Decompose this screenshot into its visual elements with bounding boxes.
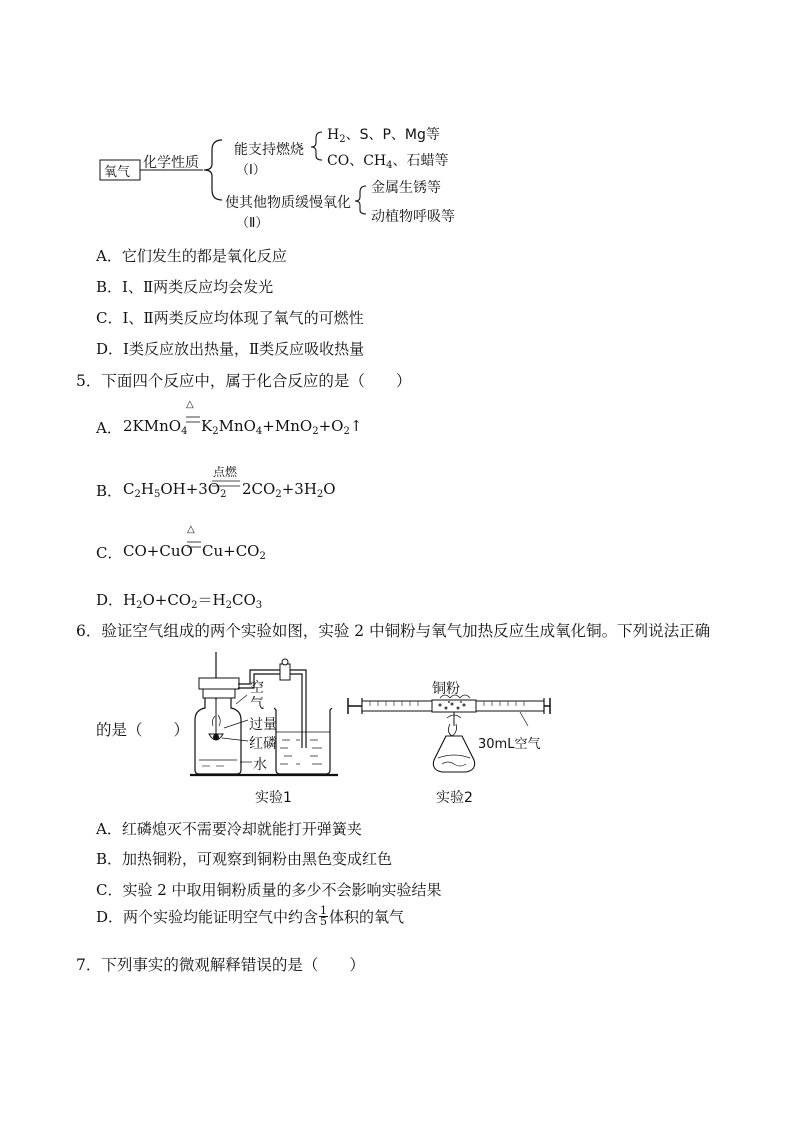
q6-option-b[interactable]: B．加热铜粉，可观察到铜粉由黑色变成红色 xyxy=(96,850,393,868)
q4-option-b[interactable]: B．Ⅰ、Ⅱ两类反应均会发光 xyxy=(96,278,274,296)
exp2-caption: 实验2 xyxy=(436,790,473,806)
exp1-caption: 实验1 xyxy=(255,790,292,806)
q7-stem: 7．下列事实的微观解释错误的是（ ） xyxy=(76,956,365,974)
q5-a-label: A． xyxy=(96,419,122,437)
heat-condition-c: △ xyxy=(187,524,195,535)
heat-condition: △ xyxy=(186,399,194,410)
exp1-air-label: 空气 xyxy=(250,680,264,712)
exp2-air-label: 30mL空气 xyxy=(478,737,541,752)
alcohol-lamp xyxy=(433,736,474,772)
q6-option-c[interactable]: C．实验 2 中取用铜粉质量的多少不会影响实验结果 xyxy=(96,881,442,899)
type2-label: 使其他物质缓慢氧化 xyxy=(225,195,351,211)
q4-option-d[interactable]: D．Ⅰ类反应放出热量，Ⅱ类反应吸收热量 xyxy=(96,340,365,358)
q6-option-a[interactable]: A．红磷熄灭不需要冷却就能打开弹簧夹 xyxy=(96,820,362,838)
type1-example-2: CO、$CH_4$、石蜡等 xyxy=(327,153,449,171)
q5-c-label: C． xyxy=(96,544,123,562)
oxygen-label: 氧气 xyxy=(104,165,131,180)
diagram-lines xyxy=(0,0,794,240)
type1-label: 能支持燃烧 xyxy=(234,142,304,158)
type2-numeral: （Ⅱ） xyxy=(236,216,269,231)
q5-b-reactants: $C_2H_5OH+3O_2$ xyxy=(123,480,227,500)
q4-option-a[interactable]: A．它们发生的都是氧化反应 xyxy=(96,247,287,265)
q5-a-equal-sign xyxy=(185,413,201,425)
fraction-one-fifth: $\frac{1}{5}$ xyxy=(320,904,328,928)
chemical-property-label: 化学性质 xyxy=(143,155,199,171)
main-brace xyxy=(204,140,222,200)
exp2-copper-label: 铜粉 xyxy=(432,681,460,697)
q5-c-equal-sign xyxy=(186,538,202,550)
type2-example-1: 金属生锈等 xyxy=(371,180,441,196)
q6-d-text-before: D．两个实验均能证明空气中约含 xyxy=(96,908,319,926)
q5-a-products: $K_2MnO_4+MnO_2+O_2↑$ xyxy=(201,417,363,437)
exp1-excess-label: 过量 xyxy=(249,717,277,733)
q5-c-reactants: CO+CuO xyxy=(123,542,193,560)
experiment-figures xyxy=(0,640,794,810)
q5-c-products: $Cu+CO_2$ xyxy=(202,542,266,562)
q5-d-label: D． xyxy=(96,591,124,609)
type1-numeral: （Ⅰ） xyxy=(236,163,266,178)
exp1-water-label: 水 xyxy=(253,757,267,773)
exp1-phosphorus-label: 红磷 xyxy=(249,736,277,752)
q5-b-label: B． xyxy=(96,482,123,500)
ignite-condition: 点燃 xyxy=(213,465,238,479)
q5-b-equal-sign xyxy=(211,477,241,489)
lower-brace xyxy=(355,186,366,214)
q6-stem-line1: 6．验证空气组成的两个实验如图，实验 2 中铜粉与氧气加热反应生成氧化铜。下列说法正确 xyxy=(76,622,711,640)
q4-option-c[interactable]: C．Ⅰ、Ⅱ两类反应均体现了氧气的可燃性 xyxy=(96,309,364,327)
upper-brace xyxy=(311,132,322,160)
type1-example-1: $H_2$、S、P、Mg等 xyxy=(327,127,440,145)
q6-stem-line2: 的是（ ） xyxy=(96,721,190,739)
q6-option-d[interactable] xyxy=(96,906,404,927)
type2-example-2: 动植物呼吸等 xyxy=(371,209,455,225)
q5-stem: 5．下面四个反应中，属于化合反应的是（ ） xyxy=(76,372,412,390)
q5-d-equation: $H_2O+CO_2=H_2CO_3$ xyxy=(123,591,263,611)
q5-a-reactant: 2KMnO$_4$ xyxy=(123,417,188,437)
q5-b-products: $2CO_2+3H_2O$ xyxy=(242,480,336,500)
q6-d-text-after: 体积的氧气 xyxy=(329,908,405,926)
